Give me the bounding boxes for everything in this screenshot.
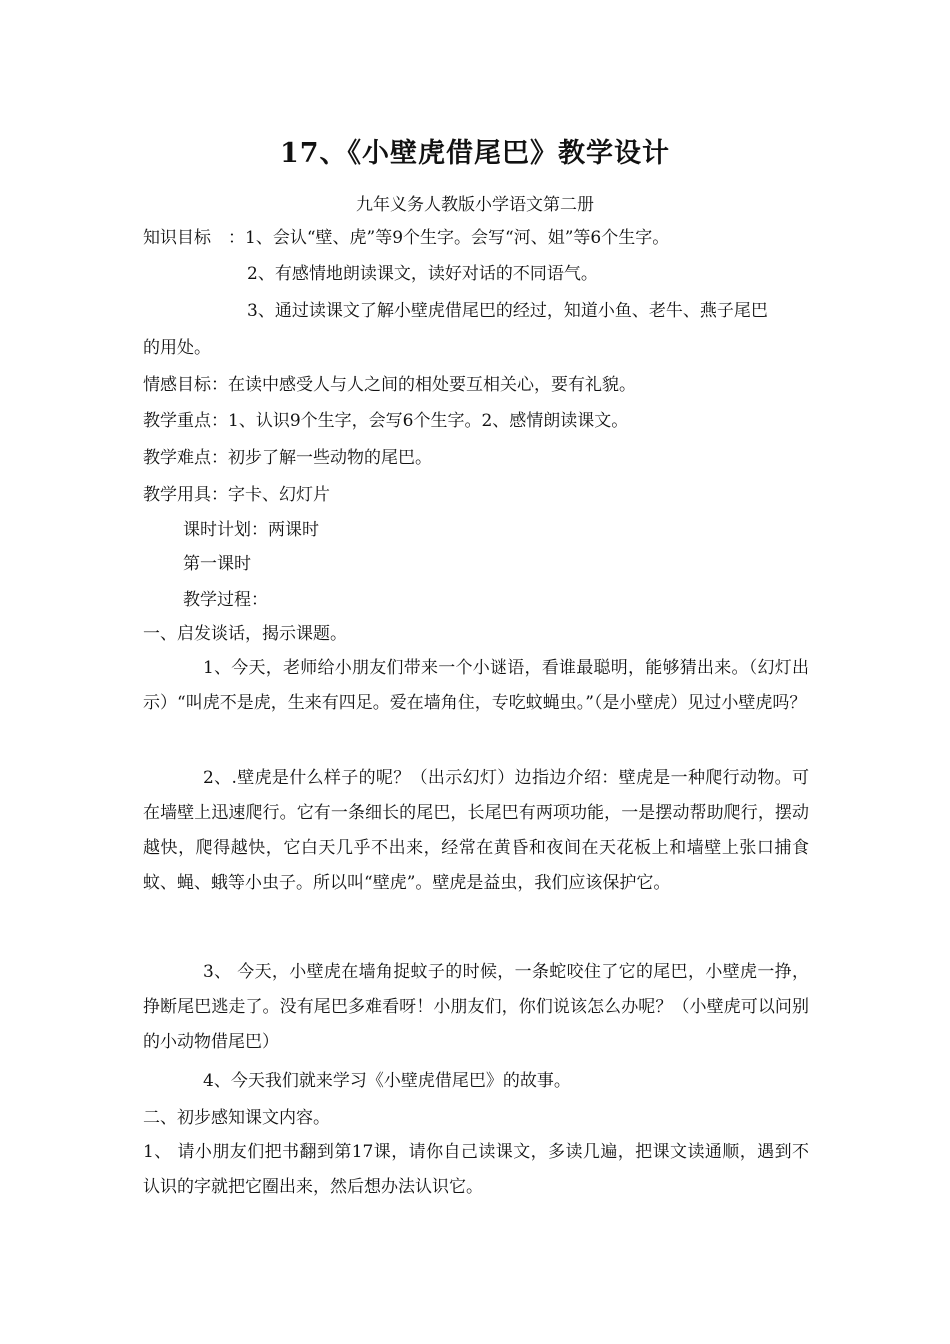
knowledge-goal-1: 知识目标 ：1、会认“壁、虎”等9个生字。会写“河、姐”等6个生字。 [143,228,670,248]
paragraph-2-text: 2、.壁虎是什么样子的呢？（出示幻灯）边指边介绍：壁虎是一种爬行动物。可在墙壁上迅速爬行。它有一条细长的尾巴，长尾巴有两项功能，一是摆动帮助爬行，摆动越快，爬得越快，它白天几乎不出来，经常在黄昏和夜间在天花板上和墙壁上张口捕食蚊、蝇、蛾等小虫子。所以叫“壁虎”。壁虎是益虫，我们应该保护它。 [143,768,809,893]
section-one-heading: 一、启发谈话，揭示课题。 [143,624,347,644]
paragraph-5: 1、 请小朋友们把书翻到第17课，请你自己读课文，多读几遍，把课文读通顺，遇到不认识的字就把它圈出来，然后想办法认识它。 [143,1142,809,1197]
document-subtitle: 九年义务人教版小学语文第二册 [356,195,594,215]
section-two-heading: 二、初步感知课文内容。 [143,1108,330,1128]
process-heading: 教学过程： [183,590,268,610]
document-title: 17、《小壁虎借尾巴》教学设计 [279,138,671,169]
lesson-plan: 课时计划：两课时 [183,520,319,540]
paragraph-3-text: 3、 今天，小壁虎在墙角捉蚊子的时候，一条蛇咬住了它的尾巴，小壁虎一挣，挣断尾巴逃走了。没有尾巴多难看呀！小朋友们，你们说该怎么办呢？（小壁虎可以问别的小动物借尾巴） [143,962,809,1052]
teaching-tools: 教学用具：字卡、幻灯片 [143,485,330,505]
knowledge-goal-3: 3、通过读课文了解小壁虎借尾巴的经过，知道小鱼、老牛、燕子尾巴 [247,301,768,321]
emotion-goal: 情感目标：在读中感受人与人之间的相处要互相关心，要有礼貌。 [143,375,636,395]
key-points: 教学重点：1、认识9个生字，会写6个生字。2、感情朗读课文。 [143,411,629,431]
knowledge-goal-2: 2、有感情地朗读课文，读好对话的不同语气。 [247,264,598,284]
paragraph-3 [143,955,809,1060]
paragraph-4: 4、今天我们就来学习《小壁虎借尾巴》的故事。 [203,1071,571,1091]
paragraph-1 [143,651,809,721]
lesson-one-heading: 第一课时 [183,554,251,574]
paragraph-2 [143,761,809,901]
difficulty: 教学难点：初步了解一些动物的尾巴。 [143,448,432,468]
knowledge-goal-3-continued: 的用处。 [143,338,211,358]
paragraph-1-text: 1、今天，老师给小朋友们带来一个小谜语，看谁最聪明，能够猜出来。（幻灯出示）“叫虎不是虎，生来有四足。爱在墙角住，专吃蚊蝇虫。”（是小壁虎）见过小壁虎吗？ [143,658,809,713]
